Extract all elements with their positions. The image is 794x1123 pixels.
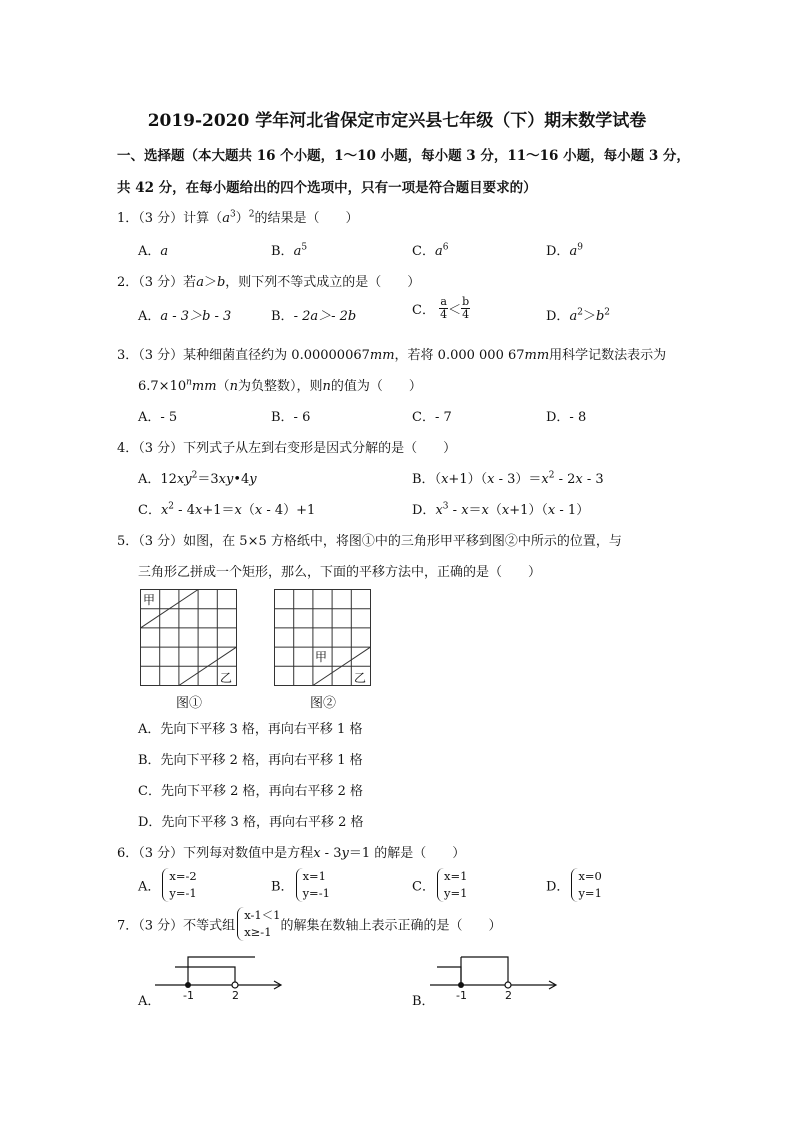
q4-option-d[interactable]: D．$x^3 - x=x(x+1)(x - 1)$ — [412, 501, 590, 518]
figure-1-caption: 图① — [176, 696, 203, 711]
q4-option-a[interactable]: A．$12xy^2=3xy•4y$ — [138, 470, 257, 487]
figure-2-caption: 图② — [310, 696, 337, 711]
q6-option-c[interactable]: C． x=1 y=1 — [412, 869, 468, 900]
label-yi: 乙 — [220, 671, 233, 685]
open-point-2 — [232, 982, 238, 988]
open-point-2 — [505, 982, 511, 988]
label-yi: 乙 — [354, 671, 367, 685]
closed-point-minus-1 — [185, 982, 191, 988]
page-title: 2019-2020 学年河北省保定市定兴县七年级（下）期末数学试卷 — [147, 111, 647, 131]
q5-option-a[interactable]: A．先向下平移 3 格，再向右平移 1 格 — [138, 722, 363, 737]
number-line-a — [150, 953, 290, 1005]
q3-option-a[interactable]: A．- 5 — [138, 410, 178, 425]
tick-label-2: 2 — [232, 989, 239, 1002]
q6-option-d[interactable]: D． x=0 y=1 — [546, 869, 602, 900]
q7-option-b[interactable]: B． — [412, 994, 435, 1009]
q1-option-b[interactable]: B．$a^5$ — [271, 242, 308, 259]
q1-option-a[interactable]: A．a — [138, 244, 169, 259]
q1-option-c[interactable]: C．$a^6$ — [412, 242, 449, 259]
label-jia: 甲 — [315, 650, 328, 664]
q4-option-c[interactable]: C．$x^2 - 4x+1=x(x - 4)+1$ — [138, 501, 316, 518]
section-heading-line2: 共 42 分，在每小题给出的四个选项中，只有一项是符合题目要求的） — [117, 180, 537, 196]
q2-option-a[interactable]: A．a - 3＞b - 3 — [138, 309, 232, 324]
q5-option-d[interactable]: D．先向下平移 3 格，再向右平移 2 格 — [138, 815, 364, 830]
tick-label-minus-1: -1 — [456, 989, 467, 1002]
q7-option-a[interactable]: A． — [138, 994, 161, 1009]
q7-stem: 7．（3 分）不等式组 x-1＜1 x≥-1 的解集在数轴上表示正确的是（ ） — [117, 908, 502, 939]
q3-option-c[interactable]: C．- 7 — [412, 410, 452, 425]
q2-stem: 2．（3 分）若a＞b，则下列不等式成立的是（ ） — [117, 275, 421, 290]
grid-figure-2 — [274, 589, 372, 687]
q5-stem-line1: 5．（3 分）如图，在 5×5 方格纸中，将图①中的三角形甲平移到图②中所示的位置，与 — [117, 534, 622, 549]
q5-option-c[interactable]: C．先向下平移 2 格，再向右平移 2 格 — [138, 784, 364, 799]
grid-figure-1 — [140, 589, 238, 687]
q2-option-c[interactable]: C． $\frac{a}{4}$ ＜ $\frac{b}{4}$ — [412, 295, 470, 321]
q3-option-b[interactable]: B．- 6 — [271, 410, 311, 425]
q4-option-b[interactable]: B．$(x+1)(x - 3)=x^2 - 2x - 3$ — [412, 470, 604, 487]
q4-stem: 4．（3 分）下列式子从左到右变形是因式分解的是（ ） — [117, 441, 457, 456]
q3-option-d[interactable]: D．- 8 — [546, 410, 587, 425]
q2-option-b[interactable]: B．- 2a＞- 2b — [271, 309, 357, 324]
q5-option-b[interactable]: B．先向下平移 2 格，再向右平移 1 格 — [138, 753, 363, 768]
q6-option-b[interactable]: B． x=1 y=-1 — [271, 869, 330, 900]
number-line-b — [425, 953, 565, 1005]
q6-option-a[interactable]: A． x=-2 y=-1 — [138, 869, 197, 900]
section-heading-line1: 一、选择题（本大题共 16 个小题，1～10 小题，每小题 3 分，11～16 小题，每小题 3 分， — [117, 148, 690, 164]
label-jia: 甲 — [143, 593, 156, 607]
tick-label-minus-1: -1 — [183, 989, 194, 1002]
q2-option-d[interactable]: D．$a^2>b^2$ — [546, 307, 611, 324]
q3-stem-line2: $6.7\times 10^nmm(n$为负整数），则n的值为（ ） — [138, 377, 422, 394]
q1-stem: 1．（3 分）计算$(a^3)^2$的结果是（ ） — [117, 209, 359, 226]
tick-label-2: 2 — [505, 989, 512, 1002]
q5-stem-line2: 三角形乙拼成一个矩形，那么，下面的平移方法中，正确的是（ ） — [138, 565, 542, 580]
q3-stem-line1: 3．（3 分）某种细菌直径约为 0.00000067mm，若将 0.000 000 67mm用科学记数法表示为 — [117, 348, 667, 363]
q6-stem: 6．（3 分）下列每对数值中是方程x - 3y＝1 的解是（ ） — [117, 846, 466, 861]
closed-point-minus-1 — [458, 982, 464, 988]
q1-option-d[interactable]: D．$a^9$ — [546, 242, 583, 259]
